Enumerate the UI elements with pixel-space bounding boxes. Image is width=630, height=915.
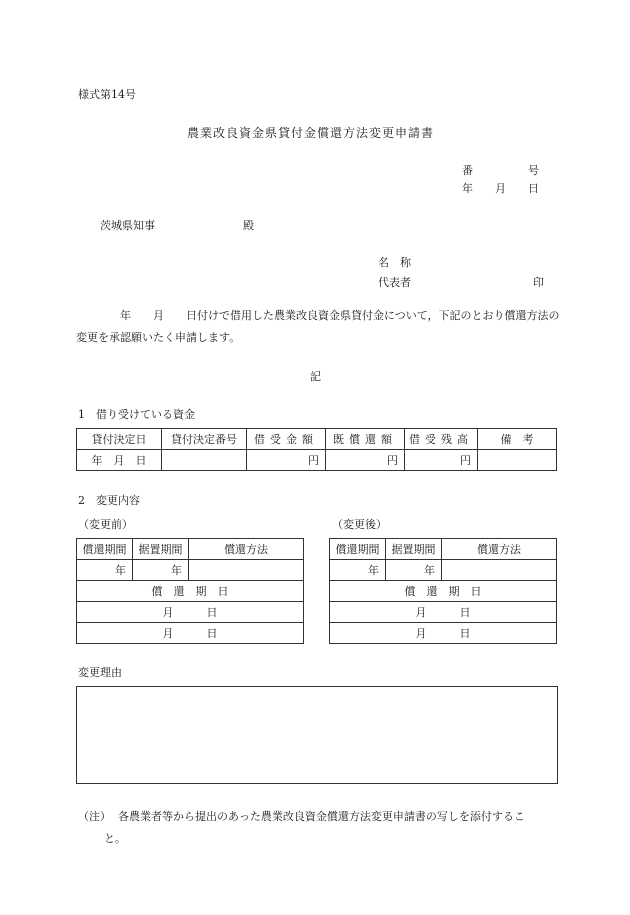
table-header-row xyxy=(77,539,304,560)
header-borrowed-amount: 借受金額 xyxy=(247,429,326,450)
note-text: 各農業者等から提出のあった農業改良資金償還方法変更申請書の写しを添付するこ xyxy=(118,810,525,823)
header-repayment-method: 償還方法 xyxy=(442,539,557,560)
table-header-row xyxy=(330,539,557,560)
header-grace-period: 据置期間 xyxy=(386,539,442,560)
header-repayment-period: 償還期間 xyxy=(330,539,386,560)
cell-grace-years: 年 xyxy=(133,560,189,581)
header-balance: 借受残高 xyxy=(405,429,478,450)
after-label: （変更後） xyxy=(332,518,387,531)
reason-label: 変更理由 xyxy=(78,666,122,679)
cell-remarks xyxy=(478,450,557,471)
table-row xyxy=(77,560,304,581)
header-repayment-period: 償還期間 xyxy=(77,539,133,560)
table-row xyxy=(77,623,304,644)
form-number: 様式第14号 xyxy=(78,88,136,101)
header-loan-decision-date: 貸付決定日 xyxy=(77,429,162,450)
section1-heading: 1 借り受けている資金 xyxy=(78,408,195,421)
table-row xyxy=(330,623,557,644)
date-label: 年 月 日 xyxy=(462,182,539,195)
reason-box xyxy=(76,686,558,784)
cell-method xyxy=(189,560,304,581)
body-text: 年 月 日付けで借用した農業改良資金県貸付金について，下記のとおり償還方法の変更を承認願いたく申請します。 xyxy=(76,309,560,344)
table-row xyxy=(77,602,304,623)
header-grace-period: 据置期間 xyxy=(133,539,189,560)
seal-mark: 印 xyxy=(533,276,544,289)
cell-date: 年 月 日 xyxy=(77,450,162,471)
table-row xyxy=(330,602,557,623)
table-row xyxy=(77,450,557,471)
header-repayment-method: 償還方法 xyxy=(189,539,304,560)
table-row xyxy=(330,581,557,602)
cell-number xyxy=(162,450,247,471)
cell-repaid-amount: 円 xyxy=(326,450,405,471)
number-label: 番 号 xyxy=(462,164,539,177)
header-remarks: 備 考 xyxy=(478,429,557,450)
note-continuation: と。 xyxy=(104,832,126,845)
schedule-row: 月 日 xyxy=(330,602,557,623)
before-label: （変更前） xyxy=(78,518,133,531)
cell-balance: 円 xyxy=(405,450,478,471)
header-loan-decision-number: 貸付決定番号 xyxy=(162,429,247,450)
section2-heading: 2 変更内容 xyxy=(78,494,140,507)
note-prefix: （注） xyxy=(78,810,111,823)
addressee: 茨城県知事 xyxy=(100,219,155,232)
schedule-row: 月 日 xyxy=(330,623,557,644)
representative-label: 代表者 xyxy=(378,276,411,289)
cell-repayment-years: 年 xyxy=(330,560,386,581)
note xyxy=(78,806,558,850)
cell-borrowed-amount: 円 xyxy=(247,450,326,471)
honorific: 殿 xyxy=(243,219,254,232)
table-row xyxy=(330,560,557,581)
schedule-header: 償 還 期 日 xyxy=(77,581,304,602)
before-table xyxy=(76,538,304,644)
page-title: 農業改良資金県貸付金償還方法変更申請書 xyxy=(187,126,435,140)
schedule-header: 償 還 期 日 xyxy=(330,581,557,602)
cell-method xyxy=(442,560,557,581)
schedule-row: 月 日 xyxy=(77,602,304,623)
cell-grace-years: 年 xyxy=(386,560,442,581)
header-repaid-amount: 既償還額 xyxy=(326,429,405,450)
schedule-row: 月 日 xyxy=(77,623,304,644)
cell-repayment-years: 年 xyxy=(77,560,133,581)
loan-table xyxy=(76,428,557,471)
table-row xyxy=(77,581,304,602)
table-header-row xyxy=(77,429,557,450)
applicant-name-label: 名 称 xyxy=(378,256,411,269)
ki-heading: 記 xyxy=(310,370,321,383)
after-table xyxy=(329,538,557,644)
